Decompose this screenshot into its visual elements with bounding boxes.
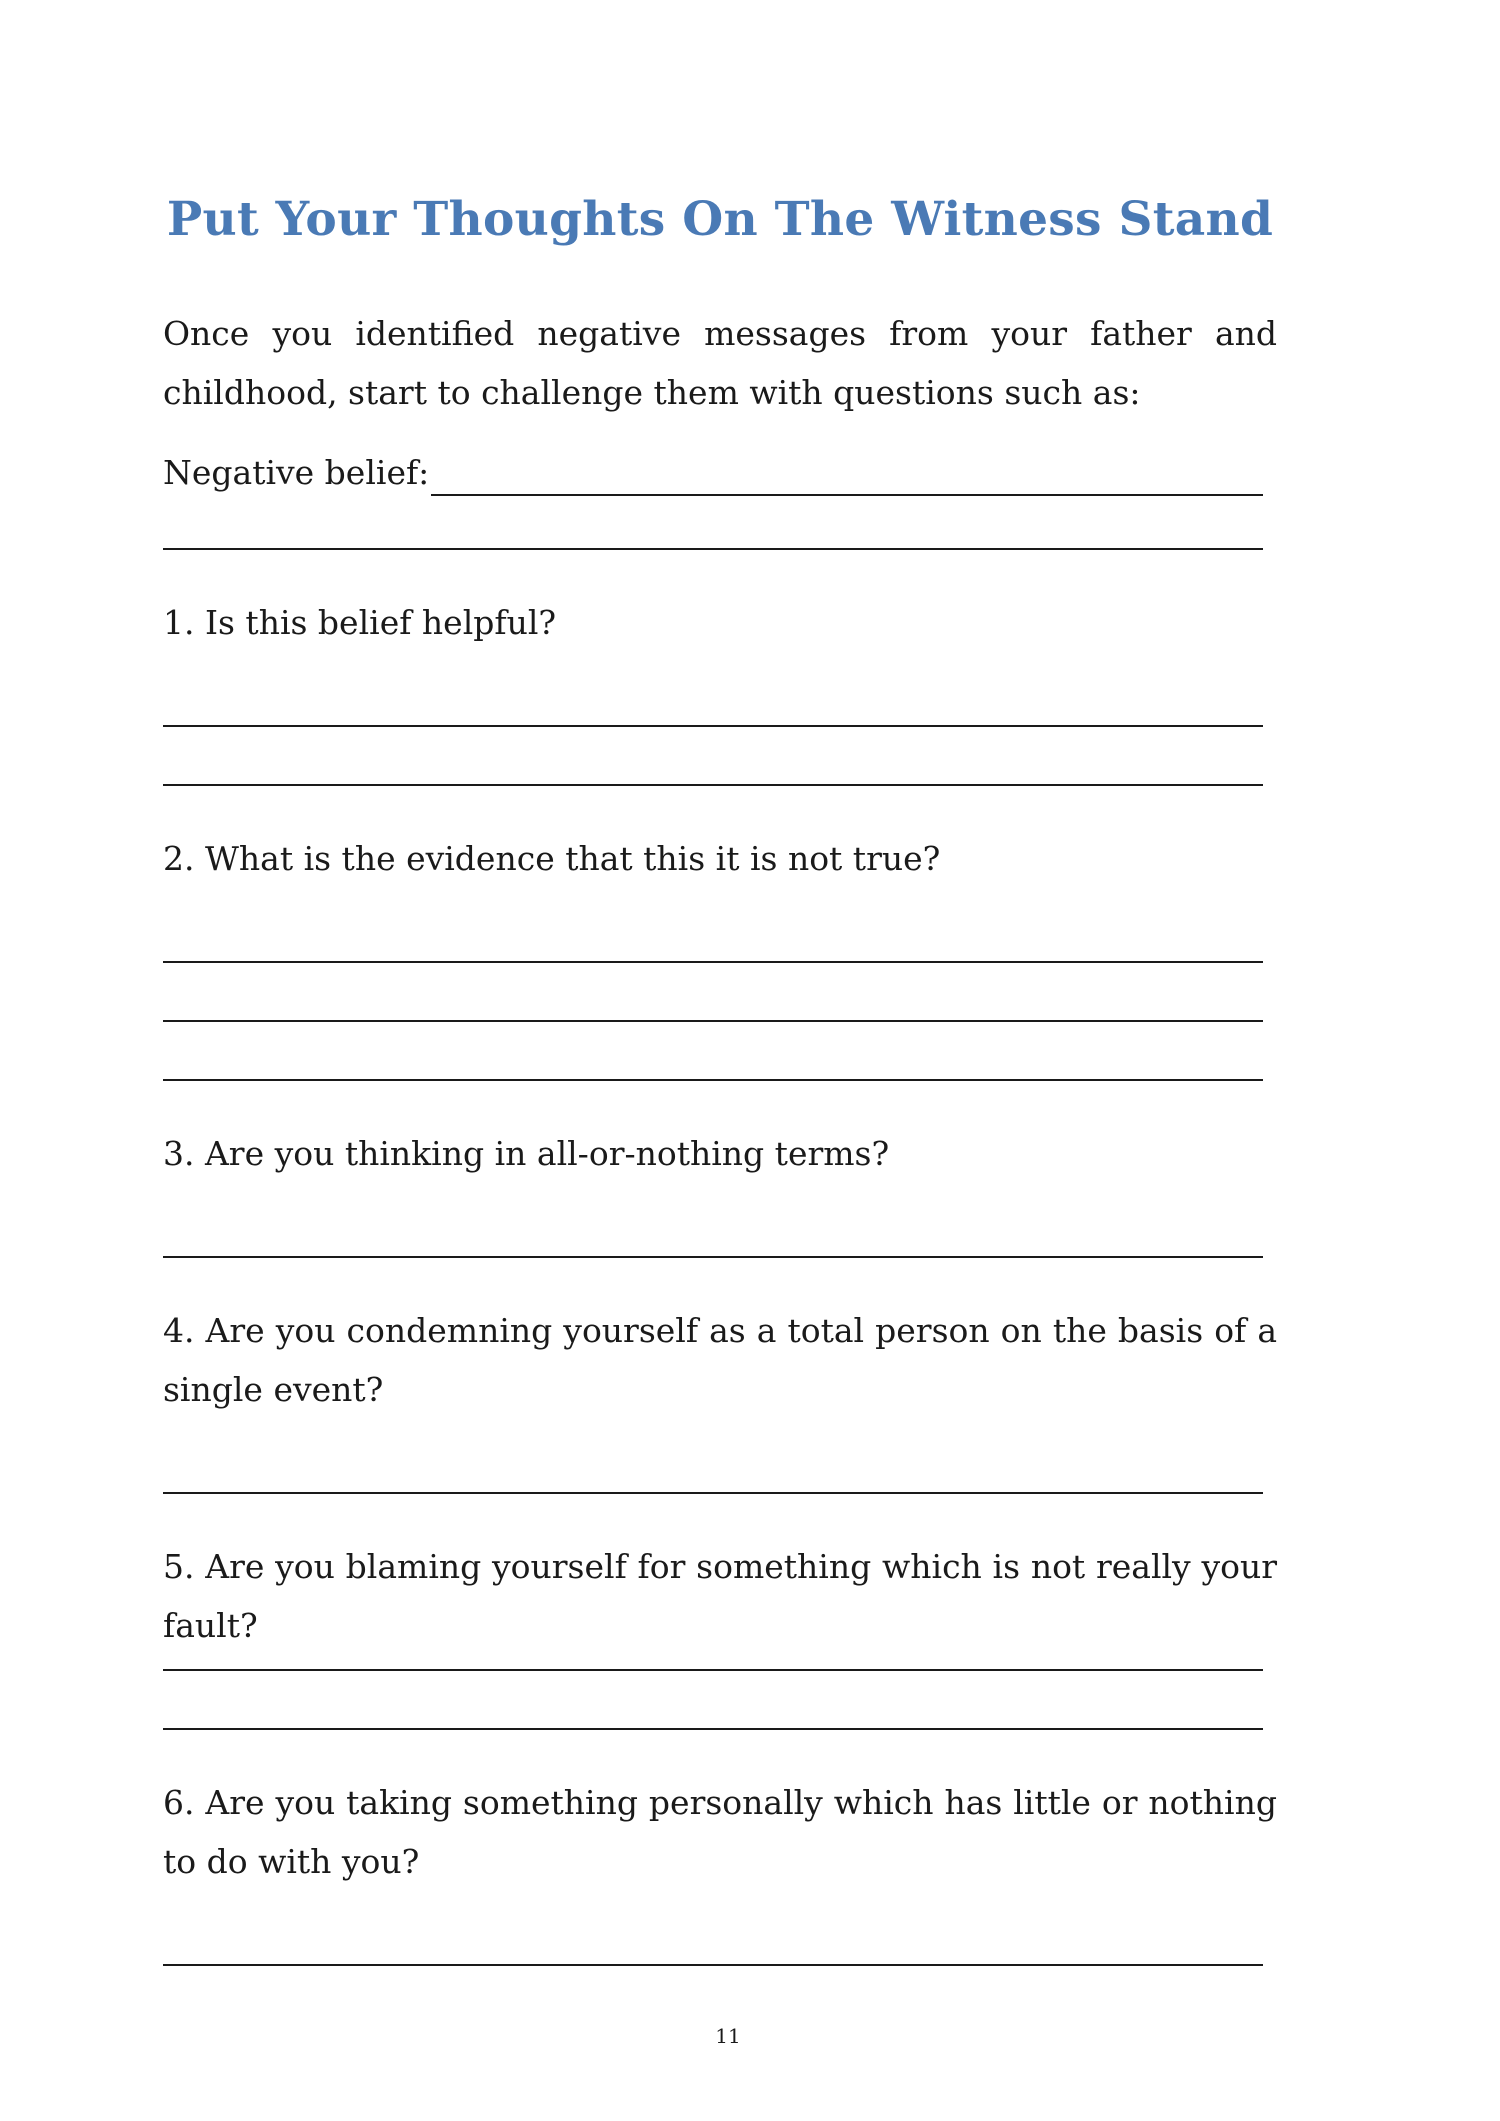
page-number: 11 — [715, 2024, 741, 2048]
question-3: 3. Are you thinking in all-or-nothing terms? — [163, 1134, 890, 1173]
answer-line-4a[interactable] — [163, 1492, 1263, 1494]
page-title: Put Your Thoughts On The Witness Stand — [166, 192, 1274, 247]
answer-line-5b[interactable] — [163, 1728, 1263, 1730]
question-5: 5. Are you blaming yourself for something which is not really your fault? — [163, 1547, 1277, 1645]
answer-line-5a[interactable] — [163, 1669, 1263, 1671]
answer-line-2c[interactable] — [163, 1079, 1263, 1081]
answer-line-2b[interactable] — [163, 1020, 1263, 1022]
question-2: 2. What is the evidence that this it is not true? — [163, 839, 941, 878]
question-6: 6. Are you taking something personally which has little or nothing to do with you? — [163, 1783, 1277, 1881]
negative-belief-line-2[interactable] — [163, 548, 1263, 550]
answer-line-1b[interactable] — [163, 784, 1263, 786]
question-1: 1. Is this belief helpful? — [163, 603, 557, 642]
question-4: 4. Are you condemning yourself as a total person on the basis of a single event? — [163, 1311, 1277, 1409]
answer-line-3a[interactable] — [163, 1256, 1263, 1258]
negative-belief-row — [163, 450, 1263, 496]
intro-paragraph: Once you identified negative messages from your father and childhood, start to challenge them with questions such as: — [163, 314, 1277, 412]
answer-line-2a[interactable] — [163, 961, 1263, 963]
negative-belief-line[interactable] — [431, 454, 1263, 496]
answer-line-6a[interactable] — [163, 1964, 1263, 1966]
negative-belief-label: Negative belief: — [163, 453, 430, 492]
answer-line-1a[interactable] — [163, 725, 1263, 727]
